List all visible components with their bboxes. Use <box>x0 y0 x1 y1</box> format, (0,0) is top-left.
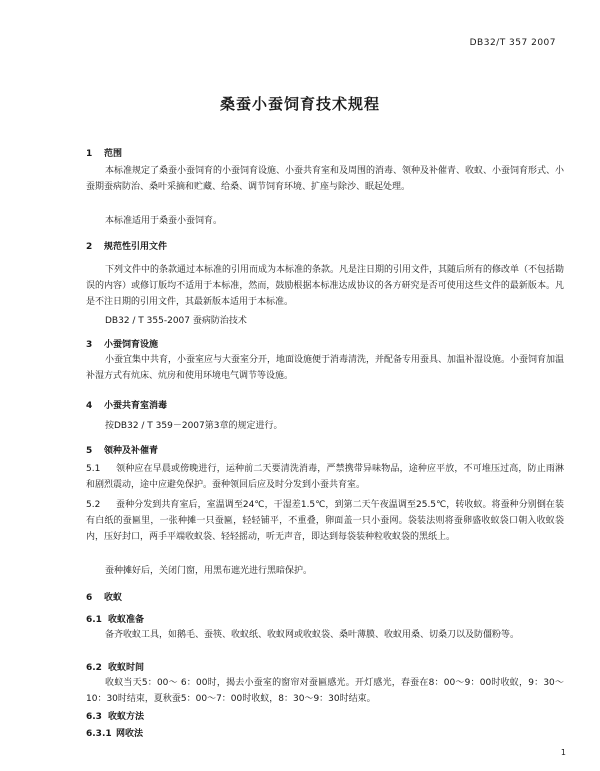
section-6-heading <box>86 590 122 603</box>
clause-6-3-1-heading <box>86 726 143 739</box>
section-title: 收蚁 <box>104 593 123 603</box>
clause-5-2 <box>86 497 564 545</box>
section-title: 小蚕共育室消毒 <box>104 401 168 411</box>
normative-reference: DB32 / T 355-2007 蚕病防治技术 <box>105 316 247 326</box>
clause-title: 收蚁准备 <box>108 615 145 625</box>
clause-text: 领种应在早晨或傍晚进行，运种前二天要清洗消毒，严禁携带异味物品，途种应平放，不可堆压过高，防止雨淋和剧烈震动，途中应避免保护。蚕种领回后应及时分发到小蚕共育室。 <box>86 464 564 490</box>
clause-6-3-heading <box>86 709 144 722</box>
clause-number: 5.1 <box>86 464 101 474</box>
section-4-paragraph-1: 按DB32 / T 359－2007第3章的规定进行。 <box>105 421 283 431</box>
section-1-paragraph-2: 本标准适用于桑蚕小蚕饲育。 <box>105 216 223 226</box>
clause-6-1-heading <box>86 612 144 625</box>
section-number: 1 <box>86 149 93 159</box>
clause-number: 5.2 <box>86 500 101 510</box>
section-title: 领种及补催青 <box>104 446 159 456</box>
section-5-paragraph-3: 蚕种摊好后，关闭门窗，用黑布遮光进行黑暗保护。 <box>105 566 313 576</box>
clause-number: 6.1 <box>86 615 102 625</box>
clause-title: 收蚁时间 <box>108 663 145 673</box>
page-number: 1 <box>560 748 566 757</box>
clause-number: 6.2 <box>86 663 102 673</box>
section-5-heading <box>86 443 158 456</box>
section-number: 4 <box>86 401 93 411</box>
section-4-heading <box>86 398 167 411</box>
section-1-heading <box>86 146 122 159</box>
section-number: 3 <box>86 340 93 350</box>
clause-6-2-paragraph: 收蚁当天5：00～ 6：00时，揭去小蚕室的窗帘对蚕匾感光。开灯感光，春蚕在8：00～9：00时收蚁，9：30～10：30时结束，夏秋蚕5：00～7：00时收蚁，8：30～9：30时结束。 <box>86 678 564 704</box>
section-number: 6 <box>86 593 93 603</box>
section-2-paragraph-1: 下列文件中的条款通过本标准的引用而成为本标准的条款。凡是注日期的引用文件，其随后所有的修改单（不包括勘误的内容）或修订版均不适用于本标准，然而，鼓励根据本标准达成协议的各方研究是否可使用这些文件的最新版本。凡是不注日期的引用文件，其最新版本适用于本标准。 <box>86 265 565 307</box>
section-3-paragraph-1: 小蚕宜集中共育，小蚕室应与大蚕室分开，地面设施便于消毒清洗，并配备专用蚕具、加温补湿设施。小蚕饲育加温补湿方式有炕床、炕房和使用环境电气调节等设施。 <box>86 355 565 381</box>
clause-6-1-paragraph: 备齐收蚁工具，如鹅毛、蚕筷、收蚁纸、收蚁网或收蚁袋、桑叶薄膜、收蚁用桑、切桑刀以及防僵粉等。 <box>105 630 520 640</box>
section-title: 规范性引用文件 <box>104 242 168 252</box>
clause-title: 收蚁方法 <box>108 712 145 722</box>
section-1-paragraph-1: 本标准规定了桑蚕小蚕饲育的小蚕饲育设施、小蚕共育室和及周围的消毒、领种及补催青、收蚁、小蚕饲育形式、小蚕期蚕病防治、桑叶采摘和贮藏、给桑、调节饲育环境、扩座与除沙、眠起处理。 <box>86 166 565 192</box>
clause-number: 6.3 <box>86 712 102 722</box>
clause-title: 网收法 <box>116 729 144 739</box>
section-number: 2 <box>86 242 93 252</box>
section-number: 5 <box>86 446 93 456</box>
clause-5-1 <box>86 461 564 493</box>
section-title: 小蚕饲育设施 <box>104 340 159 350</box>
clause-number: 6.3.1 <box>86 729 112 739</box>
clause-text: 蚕种分发到共育室后，室温调至24℃，干湿差1.5℃，到第二天午夜温调至25.5℃，转收蚁。将蚕种分别倒在装有白纸的蚕匾里，一张种摊一只蚕匾，轻轻铺平，不重叠，卵面盖一只小蚕网。袋装法则将蚕卵盛收蚁袋口朝入收蚁袋内，压好封口，两手平端收蚁袋、轻轻摇动，听无声音，即达到每袋装种粒收蚁袋的黑纸上。 <box>86 500 564 542</box>
section-title: 范围 <box>104 149 123 159</box>
standard-code: DB32/T 357 2007 <box>469 38 556 48</box>
section-2-heading <box>86 239 167 252</box>
clause-6-2-heading <box>86 660 144 673</box>
page-title: 桑蚕小蚕饲育技术规程 <box>219 95 380 113</box>
section-3-heading <box>86 337 158 350</box>
